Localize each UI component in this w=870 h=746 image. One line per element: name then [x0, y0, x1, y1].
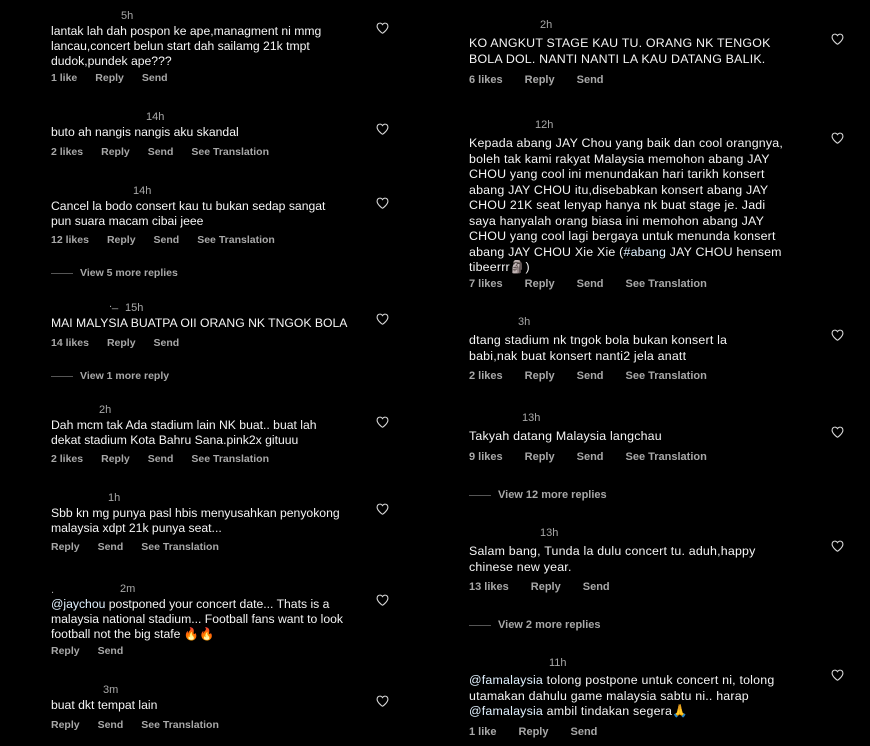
- comment-time: 2m: [120, 583, 136, 595]
- comment-time: 13h: [540, 527, 559, 539]
- like-count[interactable]: 6 likes: [469, 74, 503, 86]
- comment-text: KO ANGKUT STAGE KAU TU. ORANG NK TENGOK BOLA DOL. NANTI NANTI LA KAU DATANG BALIK.: [469, 36, 771, 66]
- comment-time: 3h: [518, 316, 531, 328]
- comment-time: 2h: [540, 19, 553, 31]
- comment-text: Takyah datang Malaysia langchau: [469, 429, 662, 443]
- heart-outline-icon[interactable]: [831, 329, 844, 341]
- comment-text: [51, 597, 343, 642]
- heart-outline-icon[interactable]: [376, 416, 389, 428]
- see-translation-button[interactable]: See Translation: [625, 370, 707, 382]
- comment-actions: [469, 278, 707, 290]
- comments-column-left: [0, 0, 418, 746]
- reply-button[interactable]: Reply: [51, 541, 80, 553]
- send-button[interactable]: Send: [570, 726, 598, 738]
- comment-actions: [51, 72, 168, 84]
- comment-actions: [469, 370, 707, 382]
- send-button[interactable]: Send: [97, 645, 124, 657]
- send-button[interactable]: Send: [97, 719, 124, 731]
- comment-actions: [469, 726, 597, 738]
- comment-body: ambil tindakan segera🙏: [543, 704, 688, 718]
- reply-button[interactable]: Reply: [524, 370, 555, 382]
- comment-time: 2h: [99, 404, 112, 416]
- comment-body: Kepada abang JAY Chou yang baik dan cool orangnya, boleh tak kami rakyat Malaysia memohon abang JAY CHOU yang cool ini menundakan hari tarikh konsert abang JAY CHOU itu,disebabkan konsert abang JAY CHOU 21K seat lenyap hanya nk buat stage je. Jadi saya hanyalah orang biasa ini memohon abang JAY CHOU yang cool lagi bergaya untuk menunda konsert abang JAY CHOU Xie Xie (: [469, 136, 784, 259]
- reply-button[interactable]: Reply: [51, 645, 80, 657]
- hashtag-link[interactable]: #abang: [623, 244, 667, 259]
- reply-button[interactable]: Reply: [95, 72, 124, 84]
- reply-button[interactable]: Reply: [106, 337, 136, 349]
- reply-button[interactable]: Reply: [101, 453, 130, 465]
- reply-button[interactable]: Reply: [106, 234, 136, 246]
- divider: [51, 273, 73, 274]
- comment-actions: [469, 451, 707, 463]
- reply-button[interactable]: Reply: [101, 146, 130, 158]
- heart-outline-icon[interactable]: [831, 540, 844, 552]
- see-translation-button[interactable]: See Translation: [197, 234, 275, 246]
- send-button[interactable]: Send: [582, 581, 610, 593]
- like-count[interactable]: 12 likes: [51, 234, 89, 246]
- reply-button[interactable]: Reply: [530, 581, 561, 593]
- send-button[interactable]: Send: [576, 74, 604, 86]
- heart-outline-icon[interactable]: [376, 313, 389, 325]
- view-replies-label: View 5 more replies: [80, 267, 178, 279]
- view-more-replies-button[interactable]: [51, 267, 178, 279]
- comment-text: [469, 136, 783, 276]
- heart-outline-icon[interactable]: [376, 197, 389, 209]
- heart-outline-icon[interactable]: [376, 695, 389, 707]
- view-more-replies-button[interactable]: [469, 619, 601, 631]
- heart-outline-icon[interactable]: [831, 669, 844, 681]
- send-button[interactable]: Send: [153, 337, 180, 349]
- like-count[interactable]: 2 likes: [51, 146, 84, 158]
- comment-actions: [51, 541, 219, 553]
- view-more-replies-button[interactable]: [51, 370, 169, 382]
- comment-actions: [469, 581, 610, 593]
- send-button[interactable]: Send: [141, 72, 168, 84]
- see-translation-button[interactable]: See Translation: [191, 146, 270, 158]
- comment-time: 14h: [133, 185, 152, 197]
- divider: [51, 376, 73, 377]
- comment-actions: [51, 234, 275, 246]
- heart-outline-icon[interactable]: [831, 33, 844, 45]
- comment-text: buto ah nangis nangis aku skandal: [51, 125, 239, 139]
- like-count[interactable]: 7 likes: [469, 278, 503, 290]
- comment-actions: [51, 337, 179, 349]
- comment-actions: [51, 719, 219, 731]
- comment-actions: [469, 74, 604, 86]
- reply-button[interactable]: Reply: [524, 451, 555, 463]
- like-count[interactable]: 2 likes: [51, 453, 84, 465]
- heart-outline-icon[interactable]: [376, 22, 389, 34]
- username-fragment: .: [51, 584, 55, 596]
- view-replies-label: View 12 more replies: [498, 489, 607, 501]
- comment-text: Sbb kn mg punya pasl hbis menyusahkan penyokong malaysia xdpt 21k punya seat...: [51, 506, 340, 535]
- heart-outline-icon[interactable]: [376, 503, 389, 515]
- comment-text: MAI MALYSIA BUATPA OII ORANG NK TNGOK BOLA: [51, 316, 348, 330]
- comments-column-right: [418, 0, 870, 746]
- divider: [469, 495, 491, 496]
- heart-outline-icon[interactable]: [831, 132, 844, 144]
- comment-body: postponed your concert date... Thats is a malaysia national stadium... Football fans want to look football not the big stafe 🔥🔥: [51, 597, 343, 641]
- like-count[interactable]: 9 likes: [469, 451, 503, 463]
- like-count[interactable]: 14 likes: [51, 337, 89, 349]
- comment-time: 14h: [146, 111, 165, 123]
- comment-text: Salam bang, Tunda la dulu concert tu. aduh,happy chinese new year.: [469, 544, 756, 574]
- comment-text: Dah mcm tak Ada stadium lain NK buat.. buat lah dekat stadium Kota Bahru Sana.pink2x gituuu: [51, 418, 317, 447]
- comment-time: 12h: [535, 119, 554, 131]
- view-replies-label: View 2 more replies: [498, 619, 601, 631]
- like-count[interactable]: 2 likes: [469, 370, 503, 382]
- comment-time: 3m: [103, 684, 119, 696]
- send-button[interactable]: Send: [576, 278, 604, 290]
- view-more-replies-button[interactable]: [469, 489, 607, 501]
- send-button[interactable]: Send: [97, 541, 124, 553]
- heart-outline-icon[interactable]: [376, 123, 389, 135]
- comment-body: tolong postpone untuk concert ni, tolong utamakan dahulu game malaysia sabtu ni.. harap: [469, 673, 775, 703]
- comment-text: Cancel la bodo consert kau tu bukan sedap sangat pun suara macam cibai jeee: [51, 199, 326, 228]
- reply-button[interactable]: Reply: [524, 278, 555, 290]
- comment-text: lantak lah dah pospon ke ape,managment ni mmg lancau,concert belun start dah sailamg 21k tmpt dudok,pundek ape???: [51, 24, 322, 68]
- see-translation-button[interactable]: See Translation: [625, 278, 707, 290]
- divider: [469, 625, 491, 626]
- like-count[interactable]: 1 like: [51, 72, 78, 84]
- reply-button[interactable]: Reply: [524, 74, 555, 86]
- reply-button[interactable]: Reply: [51, 719, 80, 731]
- like-count[interactable]: 1 like: [469, 726, 497, 738]
- send-button[interactable]: Send: [576, 451, 604, 463]
- username-fragment: ._: [109, 298, 119, 310]
- like-count[interactable]: 13 likes: [469, 581, 509, 593]
- comment-text: buat dkt tempat lain: [51, 698, 158, 712]
- comment-time: 13h: [522, 412, 541, 424]
- send-button[interactable]: Send: [147, 146, 174, 158]
- reply-button[interactable]: Reply: [518, 726, 549, 738]
- comment-time: 5h: [121, 10, 134, 22]
- mention-link[interactable]: @jaychou: [51, 597, 106, 611]
- mention-link[interactable]: @famalaysia: [469, 673, 544, 687]
- send-button[interactable]: Send: [147, 453, 174, 465]
- heart-outline-icon[interactable]: [376, 594, 389, 606]
- heart-outline-icon[interactable]: [831, 426, 844, 438]
- comment-body: JAY CHOU hensem tibeerrr🗿): [469, 244, 782, 274]
- comment-actions: [51, 146, 269, 158]
- comment-text: [469, 673, 774, 720]
- comment-time: 15h: [125, 302, 144, 314]
- see-translation-button[interactable]: See Translation: [625, 451, 707, 463]
- mention-link[interactable]: @famalaysia: [469, 704, 544, 718]
- view-replies-label: View 1 more reply: [80, 370, 170, 382]
- send-button[interactable]: Send: [153, 234, 180, 246]
- send-button[interactable]: Send: [576, 370, 604, 382]
- see-translation-button[interactable]: See Translation: [191, 453, 270, 465]
- see-translation-button[interactable]: See Translation: [141, 719, 219, 731]
- comment-actions: [51, 645, 123, 657]
- comment-time: 1h: [108, 492, 121, 504]
- comment-actions: [51, 453, 269, 465]
- see-translation-button[interactable]: See Translation: [141, 541, 219, 553]
- comment-time: 11h: [549, 657, 567, 669]
- comment-text: dtang stadium nk tngok bola bukan konsert la babi,nak buat konsert nanti2 jela anatt: [469, 333, 728, 363]
